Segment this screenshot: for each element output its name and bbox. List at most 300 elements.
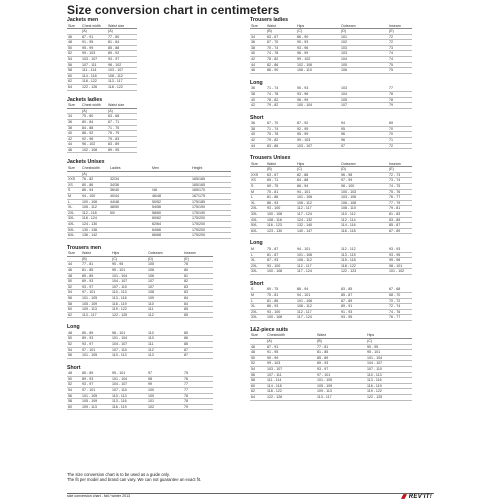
table-cell: 116 - 118 xyxy=(341,228,356,233)
table-cell: 111 - 114 xyxy=(267,378,282,383)
table-cell: 46/48 xyxy=(152,193,161,198)
table-cell: 75 - 87 xyxy=(267,246,279,251)
table-cell: 72 xyxy=(389,143,393,148)
table-cell: 124 - 130 xyxy=(82,221,98,226)
table-cell: 85 - 88 xyxy=(108,45,120,50)
table-cell: 112 - 114 xyxy=(341,217,356,222)
table-cell: 3XL xyxy=(68,216,75,221)
table-cell: 77 xyxy=(389,86,393,91)
table-cell: 54 xyxy=(68,57,72,62)
table-cell: 72 xyxy=(389,34,393,39)
table-cell: 97 - 101 xyxy=(82,388,96,393)
table-cell: 132 - 140 xyxy=(297,223,313,228)
table-cell: (C) xyxy=(367,339,372,344)
size-section xyxy=(67,159,237,238)
table-cell: 83 xyxy=(184,290,188,295)
column-header: Waist xyxy=(267,161,276,166)
table-cell: 103 - 107 xyxy=(82,57,98,62)
table-cell: 104 - 107 xyxy=(367,361,383,366)
table-cell: 93 - 95 xyxy=(389,252,401,257)
size-table xyxy=(67,24,137,91)
table-cell: (D) xyxy=(341,167,346,172)
left-column xyxy=(67,17,237,416)
table-cell: 106 xyxy=(148,267,154,272)
table-cell: 97 xyxy=(148,371,152,376)
table-cell: 111 xyxy=(148,307,154,312)
table-cell: 100 xyxy=(148,388,154,393)
section-title: Jackets Unisex xyxy=(67,159,105,166)
section-title: Trousers men xyxy=(67,244,102,251)
table-cell: 73 - 74 xyxy=(389,178,401,183)
section-title: Jackets men xyxy=(67,17,99,23)
table-cell: (E) xyxy=(184,256,189,261)
table-cell: 93 - 97 xyxy=(82,382,94,387)
table-cell: 96 - 102 xyxy=(82,142,96,147)
table-cell: 85 xyxy=(184,330,188,335)
section-title: 1&2-piece suits xyxy=(250,326,289,333)
table-cell: 116 - 119 xyxy=(112,301,127,306)
table-cell: 103 - 107 xyxy=(267,367,283,371)
section-title: Short xyxy=(250,114,264,121)
table-cell: 90 - 93 xyxy=(297,86,309,91)
table-cell: 79 xyxy=(389,103,393,108)
table-row xyxy=(67,312,213,318)
table-cell: 77 - 79 xyxy=(389,200,401,205)
table-cell: 118 - 122 xyxy=(267,389,282,394)
size-section xyxy=(67,245,237,319)
table-cell: 74 xyxy=(389,51,393,56)
size-table xyxy=(67,331,213,359)
table-cell: 85 xyxy=(184,312,188,317)
table-row xyxy=(67,404,213,410)
column-header: Inseam xyxy=(389,161,401,166)
table-cell: 75 xyxy=(389,62,393,67)
table-cell: 75 - 78 xyxy=(267,132,279,137)
table-cell: XXS xyxy=(68,177,76,182)
table-cell: 46 xyxy=(251,68,255,73)
table-cell: 54 xyxy=(68,290,72,295)
table-cell: 136 - 142 xyxy=(82,233,98,238)
table-cell: 93 - 97 xyxy=(108,57,120,62)
table-cell: 110 - 113 xyxy=(112,393,127,398)
table-cell: 113 - 115 xyxy=(341,252,356,257)
table-cell: 76 - 77 xyxy=(389,195,401,200)
table-cell: S xyxy=(251,184,254,189)
size-section xyxy=(250,240,435,274)
table-cell: (A) xyxy=(108,108,113,113)
table-cell: 42 xyxy=(68,136,72,141)
table-cell: 175/190 xyxy=(192,210,205,215)
table-cell: 63 - 67 xyxy=(267,172,279,177)
table-cell: 36 xyxy=(251,121,255,126)
table-cell: 91 - 95 xyxy=(267,350,279,355)
table-cell: 46 xyxy=(68,34,72,39)
table-cell: 89 - 93 xyxy=(82,336,94,341)
table-cell: (C) xyxy=(297,167,302,172)
table-cell: 109 - 113 xyxy=(82,404,97,409)
table-cell: 67 - 71 xyxy=(108,119,120,124)
table-cell: 72 - 74 xyxy=(389,304,401,309)
table-cell: 103 - 107 xyxy=(108,68,124,73)
table-cell: 93 - 100 xyxy=(267,263,281,268)
table-cell: 90 - 93 xyxy=(297,40,309,45)
table-cell: 105 xyxy=(148,262,154,267)
size-section xyxy=(250,17,435,74)
table-cell: 50 xyxy=(251,355,255,360)
section-title: Trousers Unisex xyxy=(250,155,291,162)
table-cell: 87 - 93 xyxy=(267,258,279,263)
table-cell: 87 - 89 xyxy=(389,228,401,233)
table-cell: 2XL xyxy=(251,206,258,211)
table-row xyxy=(250,228,412,234)
table-cell: L xyxy=(251,298,253,303)
column-header: Waist size xyxy=(108,23,125,28)
table-cell: 81 - 83 xyxy=(389,212,401,217)
table-cell: 118 - 122 xyxy=(341,263,356,268)
table-cell: 106 - 112 xyxy=(297,304,312,309)
table-cell: 98 - 102 xyxy=(108,62,122,67)
table-cell: 104 - 107 xyxy=(112,342,128,346)
table-cell: 58/60 xyxy=(152,210,161,215)
table-cell: 118 - 124 xyxy=(82,216,97,221)
table-cell: 72 - 73 xyxy=(389,172,401,177)
table-cell: 44 xyxy=(68,142,72,147)
table-cell xyxy=(109,233,151,239)
table-cell: 116 - 123 xyxy=(267,223,282,228)
table-cell: 90 - 95 xyxy=(367,344,379,349)
table-cell: M xyxy=(68,193,71,198)
table-cell: 78 xyxy=(184,262,188,267)
table-cell: XS xyxy=(68,182,73,187)
size-table xyxy=(67,103,137,153)
table-cell: 96 - 98 xyxy=(341,172,353,177)
table-cell: 105 xyxy=(341,62,347,67)
table-cell: (C) xyxy=(112,256,117,261)
table-cell: 52 xyxy=(68,284,72,289)
size-section xyxy=(67,324,237,358)
table-cell: 56 xyxy=(68,353,72,358)
table-cell: 92 - 95 xyxy=(297,126,309,131)
table-cell: 175/190 xyxy=(192,205,205,210)
table-cell: 106 xyxy=(341,68,347,73)
table-cell: 100 - 108 xyxy=(267,269,283,274)
table-cell: 95 - 99 xyxy=(82,45,94,50)
table-cell: 107 - 111 xyxy=(267,372,282,377)
table-cell: 79 - 82 xyxy=(267,138,279,142)
table-cell: 93 - 100 xyxy=(267,206,281,211)
table-cell: 107 - 111 xyxy=(82,62,97,67)
column-header: Hips xyxy=(367,333,375,338)
table-cell: 106 - 110 xyxy=(297,68,312,73)
table-cell: 122 - 126 xyxy=(82,85,98,90)
table-cell: (B) xyxy=(317,339,322,344)
table-cell: 93 - 93 xyxy=(389,246,401,251)
table-cell: 40 xyxy=(251,132,255,137)
table-cell: 36 xyxy=(251,40,255,45)
size-table xyxy=(250,24,412,74)
column-header: Waist xyxy=(317,333,326,338)
table-cell: 79 - 81 xyxy=(389,206,401,211)
table-cell: 74 - 78 xyxy=(267,51,279,56)
table-cell: 99 xyxy=(148,382,152,387)
table-cell: 91 - 95 xyxy=(82,40,94,45)
table-cell: 93 - 97 xyxy=(82,342,94,346)
table-cell: 48 xyxy=(68,330,72,335)
table-cell: 56 xyxy=(68,62,72,67)
table-cell: 100 xyxy=(148,393,154,398)
table-cell: 116 - 119 xyxy=(367,383,382,388)
table-cell: 64 xyxy=(68,85,72,90)
table-cell: 122 - 125 xyxy=(112,312,128,317)
table-cell: 114 - 118 xyxy=(82,73,97,78)
table-cell: XL xyxy=(251,258,256,263)
table-cell: 113 - 117 xyxy=(317,394,332,399)
table-cell: 78 - 82 xyxy=(267,97,279,102)
table-cell: 93 - 96 xyxy=(297,45,309,50)
table-cell: 117 - 124 xyxy=(297,269,312,274)
table-cell: 112 - 117 xyxy=(297,263,312,268)
section-title: Jackets ladies xyxy=(67,96,103,103)
section-title: Long xyxy=(250,240,263,247)
column-header: Men xyxy=(152,165,159,170)
table-cell: 91 - 93 xyxy=(341,309,353,314)
table-cell: 119 - 122 xyxy=(112,307,127,312)
table-cell: 6XL xyxy=(251,228,258,233)
size-section xyxy=(67,365,237,411)
table-cell: 75 xyxy=(184,371,188,376)
table-cell: 140 - 147 xyxy=(297,228,313,233)
table-cell: 87 - 89 xyxy=(341,298,353,303)
table-cell: 38 xyxy=(251,126,255,131)
table-cell: 2XL xyxy=(68,210,75,215)
page-title: Size conversion chart in centimeters xyxy=(67,3,280,17)
table-cell: 44 xyxy=(251,143,255,148)
size-table xyxy=(67,166,231,239)
table-cell: 50 xyxy=(68,336,72,341)
table-row xyxy=(250,143,412,149)
table-cell: 82 - 86 xyxy=(297,172,309,177)
table-cell: XL xyxy=(251,200,256,205)
column-header: Chestwidth xyxy=(267,333,285,338)
column-header: Outseam xyxy=(148,251,163,256)
table-cell: 99 - 103 xyxy=(267,361,281,366)
table-cell: 42 xyxy=(251,138,255,142)
size-table xyxy=(250,121,412,149)
table-cell: 104 xyxy=(341,91,347,96)
table-cell: 81 - 86 xyxy=(267,195,279,200)
table-row xyxy=(250,394,412,400)
table-cell: 76 - 82 xyxy=(82,177,94,182)
size-table xyxy=(67,371,213,410)
table-cell: 85 xyxy=(184,307,188,312)
table-cell: 113 - 116 xyxy=(112,295,127,300)
table-cell: 101 - 104 xyxy=(112,336,128,341)
table-cell: 107 - 110 xyxy=(112,347,127,352)
table-cell: 101 - 106 xyxy=(297,195,313,200)
table-cell: 109 xyxy=(148,295,154,300)
table-cell: 5XL xyxy=(68,227,75,232)
table-cell: 89 - 92 xyxy=(108,51,120,56)
table-cell: 72 xyxy=(389,40,393,45)
table-cell: 107 - 110 xyxy=(367,367,382,371)
table-cell: 50/ xyxy=(110,210,115,215)
table-cell: 99 - 102 xyxy=(297,57,311,62)
table-cell: (A) xyxy=(108,29,113,34)
table-cell: 113 - 116 xyxy=(367,378,382,383)
table-cell: 112 xyxy=(148,312,154,317)
table-cell: 69 - 75 xyxy=(267,287,279,292)
table-cell: 80 - 84 xyxy=(82,119,94,124)
table-cell: 78 xyxy=(184,393,188,398)
table-cell: 77 xyxy=(184,388,188,393)
column-header: Size xyxy=(68,165,75,170)
table-cell: 122 - 125 xyxy=(367,394,383,399)
table-cell: 106 - 108 xyxy=(341,200,357,205)
table-cell: (E) xyxy=(389,167,394,172)
table-cell: 4XL xyxy=(251,217,258,222)
table-cell: 165/165 xyxy=(192,177,205,182)
table-row xyxy=(67,353,213,359)
table-cell: 130 - 136 xyxy=(82,227,98,232)
table-cell: 100 - 108 xyxy=(267,315,283,320)
table-cell: 79 - 83 xyxy=(108,136,120,141)
table-cell: 104 - 107 xyxy=(112,382,128,387)
table-cell: 34/36 xyxy=(110,182,119,187)
table-cell: 99 - 103 xyxy=(82,51,96,56)
table-cell: (A) xyxy=(267,339,272,344)
table-cell: 92 - 96 xyxy=(82,136,94,141)
table-cell: 113 xyxy=(148,353,154,358)
table-cell: 86 - 94 xyxy=(297,287,309,292)
size-section xyxy=(67,17,237,91)
table-cell: 40 xyxy=(68,131,72,136)
table-cell: 34 xyxy=(68,114,72,119)
table-cell: 101 - 104 xyxy=(112,376,128,381)
table-cell: 74 xyxy=(389,57,393,62)
table-cell: 101 xyxy=(148,399,154,404)
table-cell: 175/200 xyxy=(192,233,205,238)
table-cell: (B) xyxy=(267,29,272,34)
table-cell: 60 xyxy=(251,383,255,388)
table-cell: 93 - 100 xyxy=(267,309,281,314)
table-row xyxy=(67,85,137,91)
table-cell: 101 - 106 xyxy=(297,252,313,257)
table-cell: 78 xyxy=(389,91,393,96)
column-header: Hips xyxy=(297,23,305,28)
table-cell: 63 - 68 xyxy=(108,114,120,119)
table-cell: 124 - 132 xyxy=(297,217,313,222)
table-cell: 71 xyxy=(389,138,393,142)
table-cell: 95 - 101 xyxy=(112,267,126,272)
table-cell: 46 xyxy=(68,147,72,152)
table-cell: 89 - 91 xyxy=(341,304,353,309)
table-cell: 103 xyxy=(341,45,347,50)
table-cell: 44/48 xyxy=(110,199,119,204)
table-cell: 42 xyxy=(251,103,255,108)
table-cell: 110 - 113 xyxy=(112,290,127,295)
right-column xyxy=(250,17,435,407)
table-cell: 85 - 89 xyxy=(317,355,329,360)
column-header: Inseam xyxy=(389,23,401,28)
table-cell: 40/44 xyxy=(110,193,119,198)
table-cell: 107 - 110 xyxy=(112,388,127,393)
table-cell: 101 - 104 xyxy=(367,355,383,360)
table-cell: 108 - 116 xyxy=(267,217,282,222)
table-cell: 2XL xyxy=(251,309,258,314)
table-cell: 50 xyxy=(68,279,72,284)
table-cell: 36/40 xyxy=(110,188,119,193)
table-cell: 56 xyxy=(68,295,72,300)
table-row xyxy=(250,68,412,74)
table-cell: 175/185 xyxy=(192,199,205,204)
table-cell: L xyxy=(251,252,253,257)
brand-logo xyxy=(401,494,432,500)
table-cell: 101 - 106 xyxy=(297,298,313,303)
table-cell: 93 - 96 xyxy=(297,91,309,96)
table-cell: 46 xyxy=(68,267,72,272)
table-cell: 85 - 89 xyxy=(82,371,94,376)
table-cell: 89 - 95 xyxy=(108,147,120,152)
size-section xyxy=(67,97,237,154)
table-cell: 75 - 81 xyxy=(267,292,279,297)
table-cell: 70 xyxy=(389,126,393,131)
table-cell: 101 - 104 xyxy=(112,273,128,278)
table-cell: 100 - 106 xyxy=(82,199,98,204)
table-cell: 74 - 78 xyxy=(267,91,279,96)
table-cell: 97 - 101 xyxy=(82,290,96,295)
table-cell: 95 - 101 xyxy=(112,371,126,376)
table-cell: 82 - 86 xyxy=(267,62,279,67)
table-cell: 62 xyxy=(68,312,72,317)
table-cell: 105 - 109 xyxy=(82,399,98,404)
table-cell: 90 - 95 xyxy=(112,262,124,267)
table-cell: 98 - 101 xyxy=(389,263,403,268)
table-cell: 94 xyxy=(341,121,345,126)
table-cell: 175/200 xyxy=(192,221,205,226)
table-cell: 101 - 105 xyxy=(82,353,98,358)
table-cell: 112 - 112 xyxy=(341,246,356,251)
table-cell: 98 - 101 xyxy=(112,330,126,335)
table-cell: 104 xyxy=(341,57,347,62)
table-cell: 105 - 109 xyxy=(317,383,333,388)
column-header: Chest width xyxy=(82,23,101,28)
table-cell: 108 xyxy=(148,290,154,295)
table-cell: 80 - 86 xyxy=(82,182,94,187)
table-cell: 119 - 122 xyxy=(367,389,382,394)
column-header: Size xyxy=(68,23,75,28)
table-row xyxy=(250,269,412,275)
table-cell: 111 xyxy=(148,342,154,346)
table-row xyxy=(250,103,412,109)
column-header: Inseam xyxy=(184,251,196,256)
table-cell: (A) xyxy=(82,29,87,34)
table-cell: 75 - 79 xyxy=(108,131,120,136)
table-cell: 70 - 72 xyxy=(389,298,401,303)
column-header: Chest width xyxy=(82,103,101,108)
table-cell: 52 xyxy=(251,361,255,366)
table-cell: 101 - 105 xyxy=(82,295,98,300)
table-cell: 112 - 118 xyxy=(82,210,97,215)
column-header: Outseam xyxy=(341,161,356,166)
table-cell: 79 xyxy=(184,404,188,409)
table-cell: 94 - 101 xyxy=(297,292,311,297)
table-cell: 102 xyxy=(341,40,347,45)
column-header: Size xyxy=(68,251,75,256)
table-cell: 36 xyxy=(68,119,72,124)
table-cell: 76 xyxy=(184,376,188,381)
table-cell: 86 - 90 xyxy=(267,68,279,73)
table-cell: 175/200 xyxy=(192,216,205,221)
